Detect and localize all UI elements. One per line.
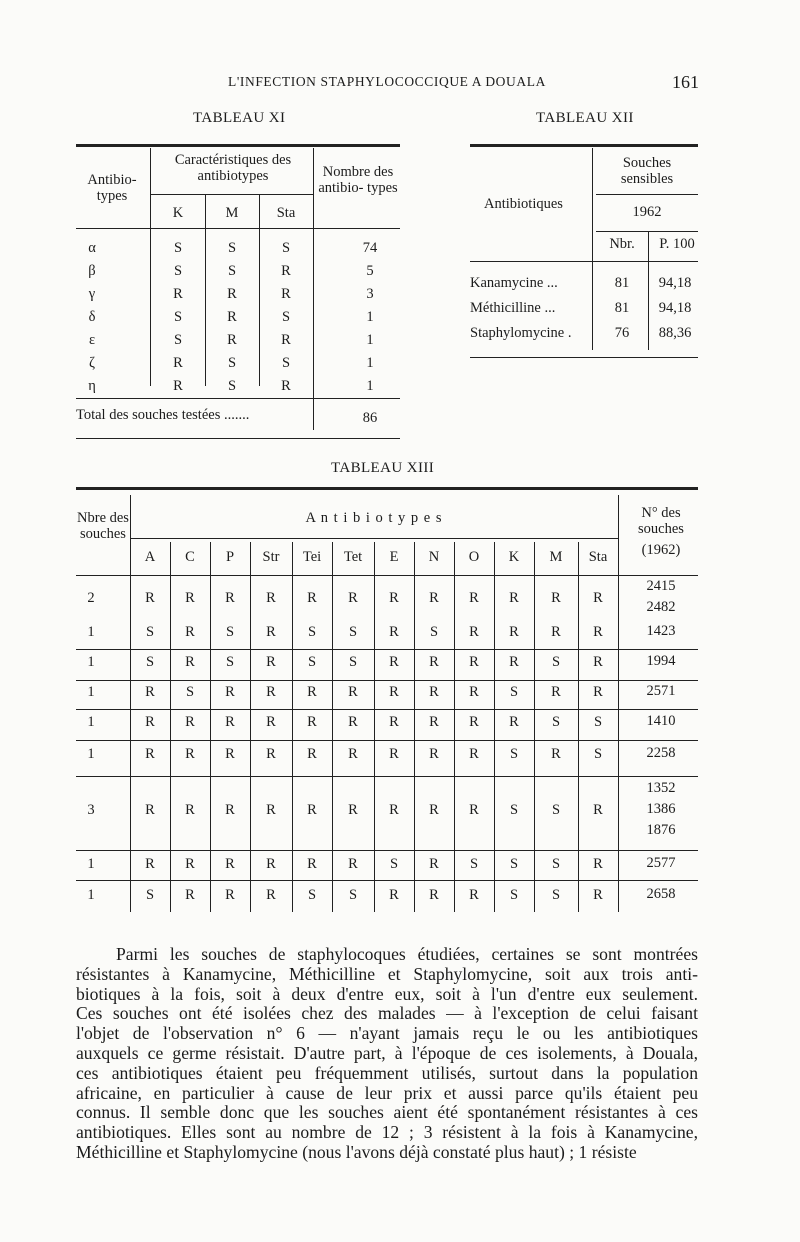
cell-count: 74 <box>362 240 378 256</box>
antibiotic-header: N <box>428 549 440 565</box>
strain-number: 1410 <box>646 713 676 729</box>
cell-resistance: R <box>551 624 561 640</box>
col-antibiotypes-header: A n t i b i o t y p e s <box>305 510 443 526</box>
cell-resistance: R <box>145 746 155 762</box>
cell-resistance: S <box>389 856 399 872</box>
cell-resistance: R <box>307 590 317 606</box>
paragraph-line: connus. Il semble donc que les souches aient été spontanément résistantes à ces <box>76 1102 698 1123</box>
running-title: L'INFECTION STAPHYLOCOCCIQUE A DOUALA <box>228 74 546 89</box>
cell-sta: S <box>281 309 291 325</box>
strain-number: 2577 <box>646 855 676 871</box>
paragraph-line: l'objet de l'observation n° 6 — n'ayant jamais reçu le ou les antibiotiques <box>76 1023 698 1044</box>
cell-resistance: R <box>145 684 155 700</box>
cell-resistance: S <box>145 887 155 903</box>
antibiotic-header: E <box>389 549 399 565</box>
cell-resistance: R <box>225 887 235 903</box>
cell-resistance: R <box>469 746 479 762</box>
cell-resistance: R <box>389 654 399 670</box>
cell-resistance: R <box>348 684 358 700</box>
cell-resistance: S <box>551 887 561 903</box>
antibiotype-symbol: β <box>88 263 96 279</box>
cell-k: S <box>173 263 183 279</box>
cell-resistance: R <box>429 856 439 872</box>
cell-resistance: S <box>307 887 317 903</box>
col-year-header: (1962) <box>641 542 681 558</box>
cell-strain-count: 1 <box>87 624 95 640</box>
cell-resistance: R <box>266 590 276 606</box>
paragraph-line: Ces souches ont été isolées chez des malades — à l'exception de celui faisant <box>76 1003 698 1024</box>
cell-k: R <box>173 286 183 302</box>
cell-k: S <box>173 240 183 256</box>
cell-sta: S <box>281 240 291 256</box>
strain-number: 2571 <box>646 683 676 699</box>
body-paragraph <box>76 945 698 1163</box>
cell-resistance: R <box>185 887 195 903</box>
cell-resistance: R <box>348 746 358 762</box>
cell-strain-count: 1 <box>87 887 95 903</box>
antibiotic-header: C <box>185 549 195 565</box>
antibiotic-header: Tei <box>302 549 322 565</box>
cell-resistance: R <box>225 714 235 730</box>
cell-sta: R <box>281 263 291 279</box>
cell-resistance: S <box>509 746 519 762</box>
cell-resistance: R <box>469 714 479 730</box>
antibiotype-symbol: η <box>88 378 96 394</box>
cell-count: 1 <box>366 355 374 371</box>
col-sensitive-header: Souches sensibles <box>620 155 674 187</box>
cell-resistance: R <box>469 887 479 903</box>
table-xii-caption: TABLEAU XII <box>536 110 634 126</box>
cell-sta: R <box>281 378 291 394</box>
cell-nbr: 81 <box>614 300 630 316</box>
cell-resistance: R <box>225 684 235 700</box>
cell-resistance: R <box>145 856 155 872</box>
cell-resistance: S <box>509 802 519 818</box>
col-year-header: 1962 <box>632 204 662 220</box>
cell-strain-count: 1 <box>87 856 95 872</box>
strain-number: 1352 <box>646 780 676 796</box>
cell-resistance: S <box>185 684 195 700</box>
cell-resistance: R <box>348 590 358 606</box>
row-rule <box>76 680 698 681</box>
cell-resistance: R <box>348 856 358 872</box>
cell-resistance: R <box>593 684 603 700</box>
cell-resistance: R <box>266 684 276 700</box>
row-rule <box>76 880 698 881</box>
cell-resistance: R <box>429 746 439 762</box>
total-value: 86 <box>362 410 378 426</box>
cell-resistance: R <box>551 590 561 606</box>
col-count-header: Nombre des antibio- types <box>318 164 398 196</box>
cell-resistance: R <box>593 802 603 818</box>
table-xi-caption: TABLEAU XI <box>193 110 286 126</box>
antibiotic-header: P <box>225 549 235 565</box>
cell-resistance: R <box>266 624 276 640</box>
strain-number: 1386 <box>646 801 676 817</box>
cell-resistance: R <box>185 802 195 818</box>
cell-count: 5 <box>366 263 374 279</box>
cell-resistance: R <box>185 624 195 640</box>
paragraph-line: antibiotiques. Elles sont au nombre de 12 ; 3 résistent à la fois à Kanamycine, <box>76 1122 698 1143</box>
row-rule <box>76 740 698 741</box>
strain-number: 1994 <box>646 653 676 669</box>
cell-resistance: R <box>266 746 276 762</box>
cell-pct: 88,36 <box>658 325 692 341</box>
row-rule <box>76 649 698 650</box>
cell-strain-count: 1 <box>87 714 95 730</box>
col-count-header: Nbre des souches <box>77 510 129 542</box>
cell-m: R <box>227 332 237 348</box>
cell-resistance: R <box>469 590 479 606</box>
cell-resistance: S <box>145 624 155 640</box>
sub-header-pct: P. 100 <box>659 236 695 252</box>
cell-count: 3 <box>366 286 374 302</box>
col-strains-header: N° des souches <box>638 505 684 537</box>
cell-resistance: R <box>429 654 439 670</box>
cell-resistance: R <box>266 856 276 872</box>
cell-m: R <box>227 286 237 302</box>
cell-resistance: R <box>429 590 439 606</box>
cell-strain-count: 2 <box>87 590 95 606</box>
antibiotic-name: Méthicilline ... <box>470 300 556 316</box>
cell-resistance: R <box>593 856 603 872</box>
cell-k: R <box>173 378 183 394</box>
antibiotic-header: K <box>508 549 520 565</box>
cell-k: R <box>173 355 183 371</box>
cell-resistance: R <box>307 802 317 818</box>
cell-sta: R <box>281 332 291 348</box>
cell-resistance: R <box>509 624 519 640</box>
cell-resistance: R <box>266 802 276 818</box>
cell-resistance: R <box>389 590 399 606</box>
cell-resistance: S <box>551 802 561 818</box>
total-label: Total des souches testées ....... <box>76 407 250 423</box>
row-rule <box>76 709 698 710</box>
cell-resistance: R <box>185 590 195 606</box>
cell-resistance: R <box>266 887 276 903</box>
cell-resistance: S <box>509 856 519 872</box>
cell-resistance: R <box>307 856 317 872</box>
cell-resistance: R <box>225 590 235 606</box>
cell-resistance: R <box>509 590 519 606</box>
cell-resistance: S <box>469 856 479 872</box>
cell-resistance: S <box>348 624 358 640</box>
antibiotic-header: M <box>549 549 563 565</box>
cell-k: S <box>173 332 183 348</box>
cell-resistance: R <box>145 802 155 818</box>
cell-resistance: R <box>389 802 399 818</box>
cell-resistance: R <box>429 802 439 818</box>
sub-header-sta: Sta <box>276 205 296 221</box>
cell-resistance: S <box>307 654 317 670</box>
antibiotic-header: A <box>144 549 156 565</box>
cell-resistance: R <box>429 714 439 730</box>
cell-count: 1 <box>366 332 374 348</box>
cell-resistance: R <box>469 624 479 640</box>
cell-resistance: S <box>307 624 317 640</box>
cell-resistance: R <box>185 746 195 762</box>
antibiotic-header: Str <box>262 549 280 565</box>
cell-resistance: S <box>509 684 519 700</box>
paragraph-line: biotiques à la fois, soit à deux d'entre eux, soit à l'un d'entre eux seulement. <box>76 983 698 1004</box>
cell-resistance: S <box>429 624 439 640</box>
cell-resistance: S <box>225 624 235 640</box>
cell-resistance: R <box>225 746 235 762</box>
antibiotype-symbol: ζ <box>88 355 95 371</box>
col-characteristics-header: Caractéristiques des antibiotypes <box>174 152 292 184</box>
cell-resistance: R <box>469 802 479 818</box>
paragraph-line: Méthicilline et Staphylomycine (nous l'avons déjà constaté plus haut) ; 1 résiste <box>76 1141 637 1162</box>
cell-resistance: R <box>225 802 235 818</box>
cell-resistance: R <box>429 887 439 903</box>
cell-m: S <box>227 263 237 279</box>
row-rule <box>76 776 698 777</box>
strain-number: 2658 <box>646 886 676 902</box>
antibiotype-symbol: α <box>88 240 96 256</box>
cell-resistance: R <box>225 856 235 872</box>
cell-m: S <box>227 240 237 256</box>
antibiotype-symbol: δ <box>88 309 96 325</box>
antibiotype-symbol: ε <box>88 332 96 348</box>
cell-resistance: R <box>185 714 195 730</box>
cell-resistance: S <box>145 654 155 670</box>
cell-resistance: R <box>145 714 155 730</box>
cell-strain-count: 1 <box>87 746 95 762</box>
paragraph-line: africaine, en particulier à cause de leur prix et aussi parce qu'ils étaient peu <box>76 1082 698 1103</box>
cell-resistance: R <box>185 654 195 670</box>
cell-resistance: R <box>389 624 399 640</box>
paragraph-line: résistantes à Kanamycine, Méthicilline et Staphylomycine, soit aux trois anti- <box>76 963 698 984</box>
cell-strain-count: 1 <box>87 684 95 700</box>
cell-resistance: R <box>348 802 358 818</box>
sub-header-nbr: Nbr. <box>609 236 635 252</box>
antibiotic-name: Staphylomycine . <box>470 325 572 341</box>
strain-number: 2258 <box>646 745 676 761</box>
cell-m: R <box>227 309 237 325</box>
cell-count: 1 <box>366 309 374 325</box>
cell-resistance: R <box>593 590 603 606</box>
cell-resistance: R <box>307 714 317 730</box>
cell-k: S <box>173 309 183 325</box>
cell-resistance: S <box>509 887 519 903</box>
row-rule <box>76 850 698 851</box>
cell-resistance: R <box>593 887 603 903</box>
col-antibiotics-header: Antibiotiques <box>484 196 563 212</box>
cell-pct: 94,18 <box>658 275 692 291</box>
cell-resistance: R <box>469 684 479 700</box>
cell-resistance: R <box>593 624 603 640</box>
antibiotic-header: O <box>468 549 480 565</box>
cell-resistance: R <box>266 654 276 670</box>
cell-resistance: S <box>551 714 561 730</box>
strain-number: 2415 <box>646 578 676 594</box>
antibiotic-header: Sta <box>588 549 608 565</box>
cell-pct: 94,18 <box>658 300 692 316</box>
cell-resistance: S <box>225 654 235 670</box>
antibiotic-header: Tet <box>343 549 363 565</box>
cell-resistance: R <box>509 714 519 730</box>
cell-sta: S <box>281 355 291 371</box>
table-xiii-caption: TABLEAU XIII <box>331 460 435 476</box>
strain-number: 2482 <box>646 599 676 615</box>
cell-nbr: 76 <box>614 325 630 341</box>
cell-resistance: R <box>266 714 276 730</box>
cell-m: S <box>227 355 237 371</box>
cell-resistance: R <box>307 746 317 762</box>
cell-m: S <box>227 378 237 394</box>
cell-resistance: R <box>185 856 195 872</box>
cell-resistance: R <box>551 746 561 762</box>
cell-strain-count: 1 <box>87 654 95 670</box>
cell-resistance: R <box>389 746 399 762</box>
cell-resistance: S <box>593 714 603 730</box>
cell-resistance: S <box>551 856 561 872</box>
cell-sta: R <box>281 286 291 302</box>
page-number: 161 <box>672 72 699 92</box>
cell-resistance: S <box>348 654 358 670</box>
cell-resistance: R <box>429 684 439 700</box>
cell-resistance: R <box>348 714 358 730</box>
cell-resistance: R <box>389 684 399 700</box>
cell-resistance: S <box>551 654 561 670</box>
sub-header-k: K <box>172 205 184 221</box>
antibiotype-symbol: γ <box>88 286 96 302</box>
paragraph-line: ces antibiotiques étaient peu fréquemment utilisés, surtout dans la population <box>76 1062 698 1083</box>
cell-count: 1 <box>366 378 374 394</box>
cell-resistance: R <box>551 684 561 700</box>
col-antibiotypes-header: Antibio- types <box>87 172 137 204</box>
strain-number: 1876 <box>646 822 676 838</box>
cell-resistance: R <box>509 654 519 670</box>
cell-resistance: R <box>389 887 399 903</box>
antibiotic-name: Kanamycine ... <box>470 275 558 291</box>
cell-nbr: 81 <box>614 275 630 291</box>
cell-resistance: R <box>389 714 399 730</box>
cell-resistance: R <box>593 654 603 670</box>
cell-strain-count: 3 <box>87 802 95 818</box>
paragraph-line: Parmi les souches de staphylocoques étudiées, certaines se sont montrées <box>116 944 698 964</box>
paragraph-line: auxquels ce germe résistait. D'autre part, à l'époque de ces isolements, à Douala, <box>76 1042 698 1063</box>
cell-resistance: S <box>348 887 358 903</box>
cell-resistance: S <box>593 746 603 762</box>
cell-resistance: R <box>307 684 317 700</box>
cell-resistance: R <box>145 590 155 606</box>
strain-number: 1423 <box>646 623 676 639</box>
sub-header-m: M <box>225 205 239 221</box>
cell-resistance: R <box>469 654 479 670</box>
